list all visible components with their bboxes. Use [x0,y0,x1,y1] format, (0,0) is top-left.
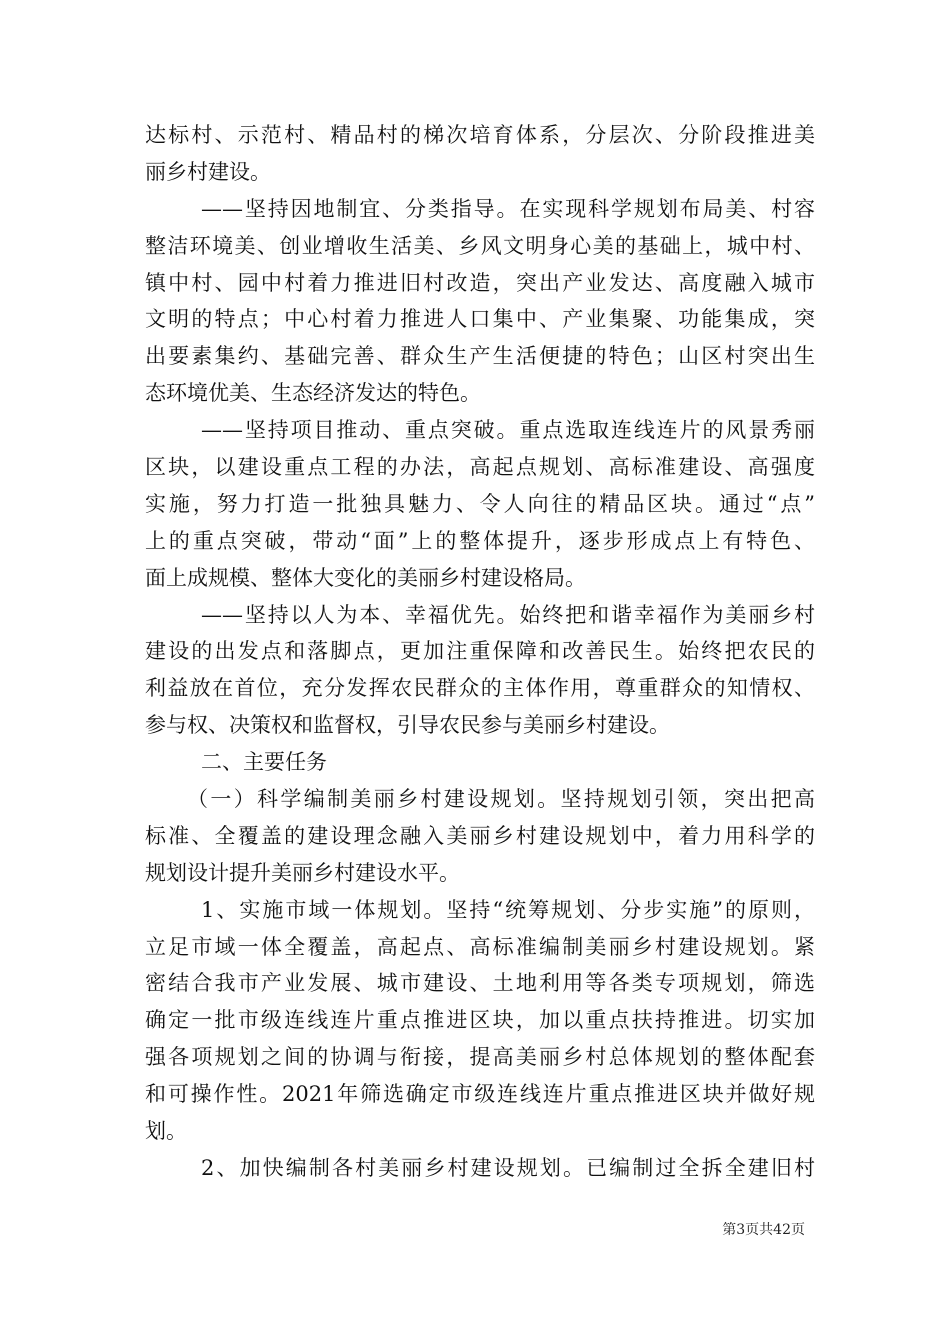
text-line: 上的重点突破，带动“面”上的整体提升，逐步形成点上有特色、 [145,528,815,553]
text-line: 强各项规划之间的协调与衔接，提高美丽乡村总体规划的整体配套 [145,1045,815,1070]
text-line: 规划设计提升美丽乡村建设水平。 [145,860,460,885]
text-line: 整洁环境美、创业增收生活美、乡风文明身心美的基础上，城中村、 [145,233,815,258]
text-line: 达标村、示范村、精品村的梯次培育体系，分层次、分阶段推进美 [145,123,815,147]
document-body [145,117,815,1187]
text-line: ——坚持项目推动、重点突破。重点选取连线连片的风景秀丽 [201,418,815,443]
text-line: 区块，以建设重点工程的办法，高起点规划、高标准建设、高强度 [145,455,815,480]
text-line: 和可操作性。2021年筛选确定市级连线连片重点推进区块并做好规 [145,1082,815,1107]
text-line: 立足市域一体全覆盖，高起点、高标准编制美丽乡村建设规划。紧 [145,934,815,959]
text-line: ——坚持以人为本、幸福优先。始终把和谐幸福作为美丽乡村 [201,602,815,627]
text-line: 参与权、决策权和监督权，引导农民参与美丽乡村建设。 [145,713,670,738]
text-line: 标准、全覆盖的建设理念融入美丽乡村建设规划中，着力用科学的 [145,823,815,848]
text-line: 二、主要任务 [201,750,327,775]
text-line: 确定一批市级连线连片重点推进区块，加以重点扶持推进。切实加 [145,1008,815,1033]
text-line: 文明的特点；中心村着力推进人口集中、产业集聚、功能集成，突 [145,307,815,332]
text-line: 1、实施市域一体规划。坚持“统筹规划、分步实施”的原则， [201,897,815,922]
text-line: 划。 [145,1119,187,1144]
text-line: 密结合我市产业发展、城市建设、土地利用等各类专项规划，筛选 [145,971,815,996]
text-line: 建设的出发点和落脚点，更加注重保障和改善民生。始终把农民的 [145,639,815,664]
text-line: 丽乡村建设。 [145,159,271,184]
text-line: 2、加快编制各村美丽乡村建设规划。已编制过全拆全建旧村 [201,1155,815,1180]
page-number: 第3页共42页 [722,1222,805,1238]
text-line: 态环境优美、生态经济发达的特色。 [145,381,481,406]
text-line: 实施，努力打造一批独具魅力、令人向往的精品区块。通过“点” [145,491,815,516]
text-line: 面上成规模、整体大变化的美丽乡村建设格局。 [145,565,586,590]
text-line: （一）科学编制美丽乡村建设规划。坚持规划引领，突出把高 [187,787,815,812]
text-line: 镇中村、园中村着力推进旧村改造，突出产业发达、高度融入城市 [145,270,815,295]
text-line: 出要素集约、基础完善、群众生产生活便捷的特色；山区村突出生 [145,344,815,369]
text-line: ——坚持因地制宜、分类指导。在实现科学规划布局美、村容 [201,196,815,221]
text-line: 利益放在首位，充分发挥农民群众的主体作用，尊重群众的知情权、 [145,676,815,701]
